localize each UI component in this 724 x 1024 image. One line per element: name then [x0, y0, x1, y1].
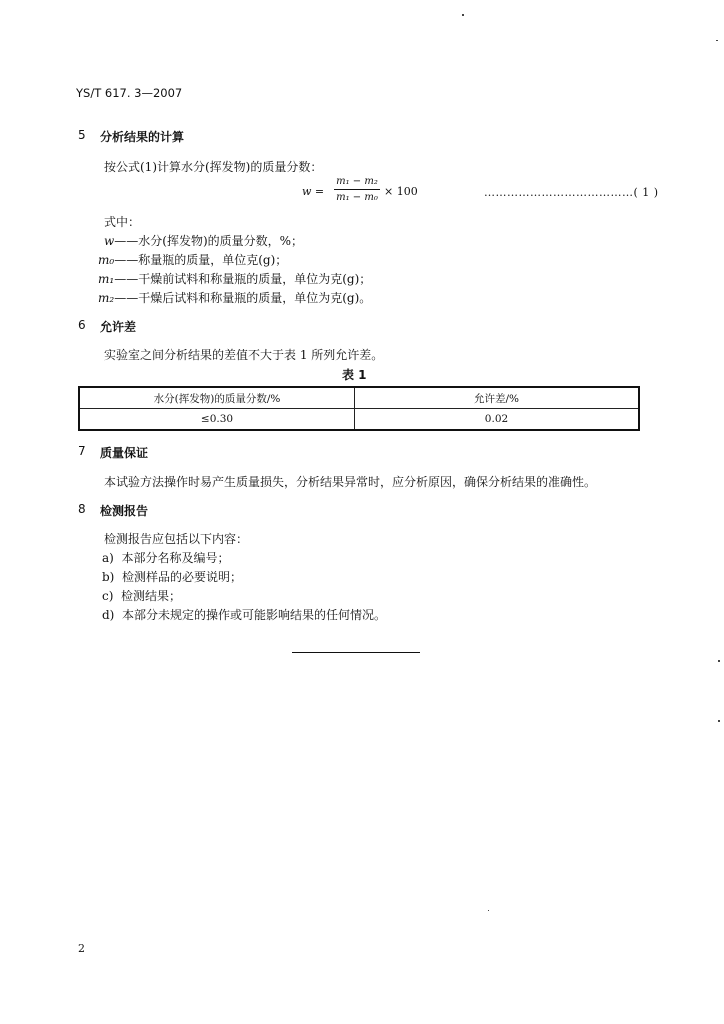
section-7-text: 本试验方法操作时易产生质量损失，分析结果异常时，应分析原因，确保分析结果的准确性。	[104, 475, 597, 489]
var-m1-desc: ——干燥前试料和称量瓶的质量，单位为克(g)；	[114, 272, 372, 286]
formula-lhs: w =	[302, 185, 325, 198]
section-6-number: 6	[78, 318, 86, 332]
list-text: 本部分未规定的操作或可能影响结果的任何情况。	[122, 608, 387, 622]
list-text: 本部分名称及编号；	[121, 551, 230, 565]
section-5-intro: 按公式(1)计算水分(挥发物)的质量分数：	[104, 160, 323, 174]
list-marker: b)	[102, 570, 115, 584]
formula-denominator: m₁ − m₀	[336, 192, 378, 203]
list-text: 检测样品的必要说明；	[122, 570, 243, 584]
table-header-cell: 水分(挥发物)的质量分数/%	[79, 387, 355, 409]
section-7-title: 质量保证	[100, 446, 149, 460]
fraction-bar	[334, 189, 380, 190]
var-m0-desc: ——称量瓶的质量，单位克(g)；	[114, 253, 288, 267]
var-m2-symbol: m₂	[98, 291, 115, 305]
var-w-symbol: w	[104, 234, 115, 248]
list-item	[102, 606, 386, 623]
var-m2	[98, 289, 371, 306]
section-8-number: 8	[78, 502, 86, 516]
list-marker: a)	[102, 551, 114, 565]
scan-speck	[462, 14, 464, 16]
scan-speck	[718, 660, 720, 662]
where-label: 式中：	[104, 215, 141, 229]
scan-speck	[488, 910, 489, 911]
section-6-text: 实验室之间分析结果的差值不大于表 1 所列允许差。	[104, 348, 384, 362]
section-5-number: 5	[78, 128, 86, 142]
section-8-intro: 检测报告应包括以下内容：	[104, 532, 249, 546]
list-marker: d)	[102, 608, 115, 622]
var-m1-symbol: m₁	[98, 272, 115, 286]
table-cell: ≤0.30	[79, 409, 355, 431]
var-m0	[98, 251, 287, 268]
list-marker: c)	[102, 589, 114, 603]
var-w	[104, 232, 303, 249]
formula-fraction	[334, 176, 380, 203]
allowance-table	[78, 386, 640, 431]
section-8-title: 检测报告	[100, 504, 149, 518]
list-item	[102, 587, 181, 604]
list-item	[102, 568, 242, 585]
list-text: 检测结果；	[121, 589, 182, 603]
formula-rhs: × 100	[384, 185, 418, 198]
var-m0-symbol: m₀	[98, 253, 115, 267]
table-cell: 0.02	[355, 409, 640, 431]
var-m1	[98, 270, 371, 287]
var-w-desc: ——水分(挥发物)的质量分数，%；	[114, 234, 304, 248]
scan-speck	[718, 720, 720, 722]
table-caption: 表 1	[342, 368, 367, 382]
section-6-title: 允许差	[100, 320, 137, 334]
formula-numerator: m₁ − m₂	[336, 176, 378, 187]
document-id: YS/T 617. 3—2007	[76, 86, 183, 100]
var-m2-desc: ——干燥后试料和称量瓶的质量，单位为克(g)。	[114, 291, 372, 305]
table-header-cell: 允许差/%	[355, 387, 640, 409]
table-header-row	[79, 387, 639, 409]
formula-number: …………………………………( 1 )	[484, 186, 659, 199]
section-7-number: 7	[78, 444, 86, 458]
scan-speck	[716, 40, 718, 41]
page-number: 2	[78, 942, 85, 955]
end-rule	[292, 652, 420, 653]
section-5-title: 分析结果的计算	[100, 130, 185, 144]
table-row	[79, 409, 639, 431]
list-item	[102, 549, 230, 566]
